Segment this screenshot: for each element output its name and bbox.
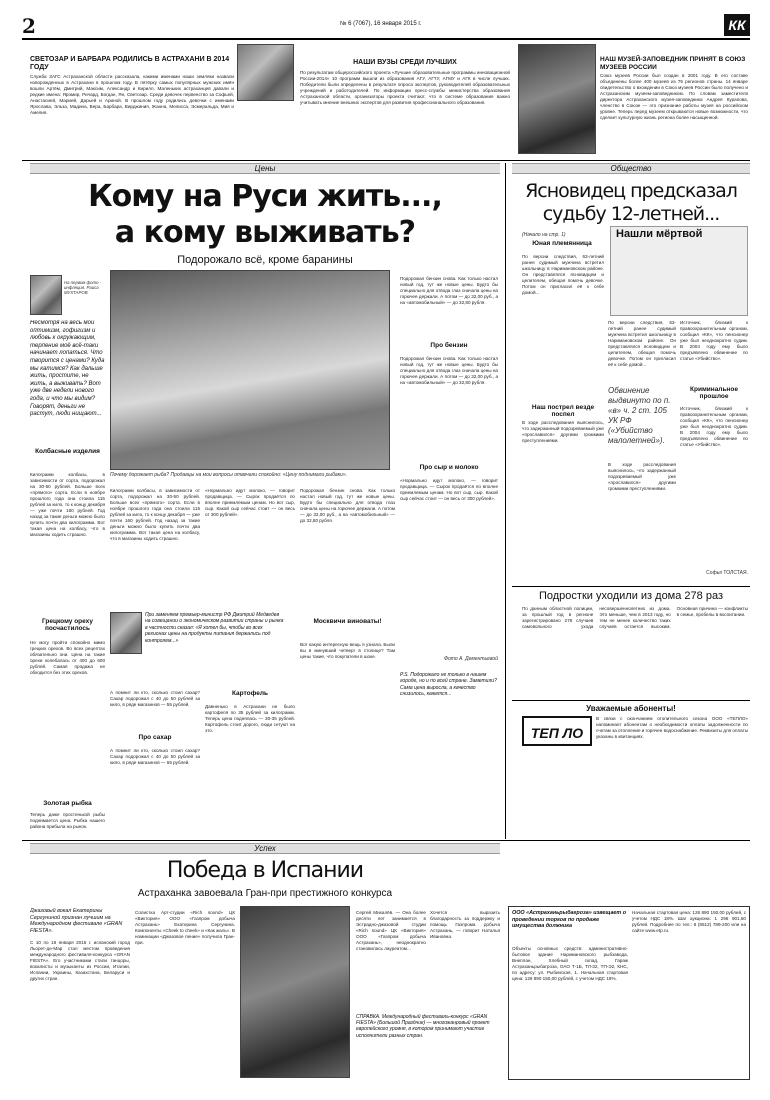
society-col-2b: В ходе расследования выяснилось, что задержанный подозреваемый уже «прославился» другими громкими преступлениями. — [608, 462, 676, 491]
society-author: Софья ТОЛСТАЯ. — [706, 570, 748, 576]
issue-info: № 6 (7067), 16 января 2015 г. — [340, 21, 422, 27]
singer-photo — [240, 906, 350, 1078]
author-photo — [30, 275, 62, 315]
ad-text-2: Начальная стартовая цена: 128 890 150,00 рублей, с учетом НДС 18%. Шаг аукциона: 1 296 901,50 рублей. Подробнее по тел.: 8 (8512) 789-200 или на сайте www.etp.ru. — [632, 910, 746, 933]
notice-logo: ТЕП ЛО — [522, 716, 592, 746]
teens-text: По данным областной полиции, за прошлый год в регионе зарегистрировано 278 случаев самовольного ухода несовершеннолетних из дома. Это меньше, чем в 2013 году, но тем не менее количество таких случаев остается высоким. Основная причина — конфликты в семье, пробелы в воспитании. — [522, 606, 748, 629]
txt-gold: Теперь даже простенькой рыбы поднимается цена. Рыбка нашего района прибыла на рынок. — [30, 812, 105, 829]
top-rule — [22, 160, 750, 161]
success-headline: Победа в Испании — [166, 858, 364, 883]
success-spravka: СПРАВКА. Международный фестиваль-конкурс «GRAN FIESTA» (Большой Праздник) — многожанровый проект европейского уровня, в котором принимают участие исполнители разных стран. — [356, 1014, 490, 1039]
clipping-title: Нашли мёртвой — [616, 228, 703, 240]
top-article-3 — [600, 56, 748, 156]
market-photo-caption: Почему дорожает рыба? Продавцы на мои вопросы отвечали спокойно: «Цену поднимали рыбаки». — [110, 472, 347, 478]
txt-nuts: Не могу пройти спокойно мимо грецких орехов. Во всех рецептах обязательно они. Цена на такие орехи колебалась от 400 до 600 рублей. Самая продажа не обходится без этих орехов. — [30, 640, 105, 675]
sub-cheese: Про сыр и молоко — [419, 464, 479, 471]
teens-headline: Подростки уходили из дома 278 раз — [538, 590, 723, 602]
article-title: НАШ МУЗЕЙ-ЗАПОВЕДНИК ПРИНЯТ В СОЮЗ МУЗЕЕВ РОССИИ — [600, 56, 746, 71]
society-headline-2: судьбу 12-летней... — [542, 203, 720, 225]
society-txt1: По версии следствия, 63-летний ранее судимый мужчина встретил школьницу в Наримановском районе. Он представлялся ясновидцем и целителем, обещая помочь девочке. Потом он пригласил её к себе домой... — [522, 254, 604, 295]
sub-nuts: Грецкому ореху посчастилось — [42, 618, 93, 632]
society-col-2: По версии следствия, 63-летний ранее судимый мужчина встретил школьницу в Наримановском районе. Он представлялся ясновидцем и целителем, обещая помочь девочке. Потом он пригласил её к себе домой... — [608, 320, 676, 367]
section-label-society: Общество — [512, 163, 750, 174]
notice-text: В связи с окончанием отопительного сезона ООО «ТЕПЛО» напоминает абонентам о необходимости оплаты задолженности по счетам за отопление и горячее водоснабжение. Реквизиты для оплаты указаны в квитанциях. — [596, 716, 748, 739]
author-byline: На первом фото - инфляция. Раиса МУХТАРОВ — [64, 280, 102, 295]
prices-headline-2: а кому выживать? — [114, 215, 416, 250]
society-sub: Юная племянница — [532, 240, 592, 247]
prices-lead: Несмотря на весь мой оптимизм, гофигизм и любовь к окружающим, терпение моё всё-таки начинает лопаться. Что творится с ценами? Куда мы катимся? Как дальше жить, простите, не жить, а выживать? Вот уже две недели нового года, и что мы видим? Говорят, деньги не растут, люди нищают... — [30, 320, 105, 418]
ad-text: Объекты основных средств: административно-бытовое здание Наримановского рыбзавода, Внеплан, Хлебный склад, Гараж Астраханьрыбагроза, ОАО Т-1Б, ТЛ-32, ТП-Э2, КНС, по адресу: ул. Рыбинская, 1. Начальная стартовая цена: 128 890 150,00 рублей, с учетом НДС 18%. — [512, 946, 628, 981]
sub-potato: Картофель — [232, 690, 268, 697]
sub-sugar: Про сахар — [138, 734, 172, 741]
success-txt2: Солистка Арт-студии «Rich sound» ЦК «Виктория» ООО «Газпром добыча Астрахань» Екатерина Сергунина. Компоненты «Cheek to cheek» и «Как жаль». В номинации «Джазовое пение» получила Гран-при. — [135, 910, 235, 945]
column-divider — [505, 163, 506, 839]
top-article-2 — [300, 58, 510, 158]
masthead — [22, 14, 750, 36]
society-sub3: Криминальное прошлое — [690, 386, 738, 400]
txt-cheese: «Нормально идут молоко, — говорит продавщица. — Сырок продаётся по вполне приемлемым ценам. Но вот сыр, сыр. Какой сыр сейчас стоит — он весь от 300 рублей». — [400, 478, 498, 501]
sub-moscow: Москвичи виноваты! — [313, 618, 382, 625]
top-article-1 — [30, 56, 234, 156]
society-txt2: В ходе расследования выяснилось, что задержанный подозреваемый уже «прославился» другими громкими преступлениями. — [522, 420, 604, 443]
notice-title: Уважаемые абоненты! — [586, 704, 676, 713]
teens-rule — [512, 586, 750, 587]
article-text: Служба ЗАГС Астраханской области рассказала, какими именами наши земляки назвали новорожденных в Астрахани в прошлом году. В пятёрку самых популярных мужских имён вошли Артём, Дмитрий, Максим, Александр и Кирилл. Маленьких астраханцев давали и редкие имена: Яромир, Ричард, Богдан, Ян, Светозар. Среди девочек первенство за Софьей, Анастасией, Марией, Дарьей и Ариной. В прошлом году родились девочки с именами Ярослава, Эльза, Мадина, Вера, Барбара, Вирджиния, Жанна, Мелисса, Эсмеральда, Мия и Амелия. — [30, 74, 234, 115]
txt-potato: Давненько в Астрахани не было картофеля по 35 рублей за килограмм. Теперь цена поднялась — 30-35 рублей. Картофель стоит дорого, люди сетуют на это. — [205, 704, 295, 733]
photo-vuz — [237, 44, 294, 101]
medvedev-quote: При заменяем премьер-министр РФ Дмитрий Медведев на совещании о экономическом развитии страны и рынка в частности сказал: «Я хотел бы, чтобы во всех регионах цены на продукты питания держались под контролем...» — [145, 612, 284, 644]
txt-gas: Подорожал бензин снова. Как только настал новый год, тут же новые цены. Будто бы специально для отвода глаз сначала цены на горючее держали. А потом — до 32,00 руб., а на «автомобильный» — до 32,80 рубля. — [400, 356, 498, 385]
txt-sausage: Килограмм колбасы, в зависимости от сорта, подорожал на 30-50 рублей. Больше всех «прямого» сорта. Если в ноябре прошлого года она стоила 115 рублей за кило, то к концу декабря — уже почти 160 рублей. Год назад за такие деньги можно было купить почти два килограмма. Вот такая цена на колбасу, что в магазины ходить страшно. — [30, 472, 105, 537]
mid-rule — [22, 840, 750, 841]
success-txt1: С 10 по 18 января 2015 г. испанский город Льорет-де-Мар стал местом проведения международного фестиваля-конкурса «GRAN FIESTA». Его участниками стали танцоры, вокалисты и музыканты из России, Италии, Испании, Украины, Казахстана, Беларуси и других стран. — [30, 940, 130, 981]
ad-title: ООО «Астраханьрыбагроза» извещает о проведении торгов по продаже имущества должника — [512, 910, 627, 930]
photo-museum — [518, 44, 596, 154]
society-sub2: Наш пострел везде поспел — [531, 404, 595, 418]
prices-col-4: Подорожал бензин снова. Как только настал новый год, тут же новые цены. Будто бы специально для отвода глаз сначала цены на горючее держали. А потом — до 32,00 руб., а на «автомобильный» — до 32,80 рубля. — [300, 488, 395, 523]
prices-col-3: «Нормально идут молоко, — говорит продавщица. — Сырок продаётся по вполне приемлемым ценам. Но вот сыр, сыр. Какой сыр сейчас стоит — он весь от 300 рублей». — [205, 488, 295, 517]
masthead-rule — [22, 38, 750, 40]
prices-col-2: Килограмм колбасы, в зависимости от сорта, подорожал на 30-50 рублей. Больше всех «прямого» сорта. Если в ноябре прошлого года она стоила 115 рублей за кило, то к концу декабря — уже почти 160 рублей. Год назад за такие деньги можно было купить почти два килограмма. Вот такая цена на колбасу, что в магазины ходить страшно. — [110, 488, 200, 541]
society-txt3: Источник, близкий к правоохранительным органам, сообщил «КК», что пенсионер уже был неоднократно судим. В 2004 году ему было предъявлено обвинение по статье «Убийство». — [680, 406, 748, 447]
sub-sausage: Колбасные изделия — [35, 448, 100, 455]
txt-sugar-lead: А помнит ли кто, сколько стоил сахар? Сахар подорожал с 40 до 50 рублей за кило, в ряде магазинов — 55 рублей. — [110, 690, 200, 707]
txt-sugar: А помнит ли кто, сколько стоил сахар? Сахар подорожал с 40 до 50 рублей за кило, в ряде магазинов — 55 рублей. — [110, 748, 200, 765]
sub-gold: Золотая рыбка — [43, 800, 92, 807]
prices-subhead: Подорожало всё, кроме баранины — [177, 254, 353, 266]
page-number: 2 — [22, 14, 36, 38]
prices-headline-1: Кому на Руси жить..., — [88, 179, 442, 214]
society-headline-1: Ясновидец предсказал — [525, 180, 737, 202]
txt-moscow: Вот какую интересную вещь я узнала. Были вы в минувший четверг в столице? Там цены такие, что покупатели в шоке. — [300, 642, 395, 659]
success-txt3: Сергей Михалёв. — Она более десяти лет занимается в Эстрадно-джазовой студии «Rich sound» ЦК «Виктория» ООО «Газпром добыча Астрахань», неоднократно становилась лауреатом... — [356, 910, 426, 951]
section-label-prices: Цены — [30, 163, 500, 174]
market-photo — [110, 270, 390, 470]
sub-gas: Про бензин — [430, 342, 468, 349]
society-pullquote: Обвинение выдвинуто по п. «в» ч. 2 ст. 105 УК РФ («Убийство малолетней»). — [608, 386, 671, 445]
section-label-success: Успех — [30, 843, 500, 854]
article-title: НАШИ ВУЗЫ СРЕДИ ЛУЧШИХ — [353, 59, 457, 66]
society-col-3: Источник, близкий к правоохранительным органам, сообщил «КК», что пенсионер уже был неоднократно судим. В 2004 году ему было предъявлено обвинение по статье «Убийство». — [680, 320, 748, 361]
logo: КК — [724, 14, 750, 36]
notice-rule — [512, 700, 750, 701]
success-txt4: Хочется выразить благодарность за поддержку и помощь Газпрома добыча Астрахань, — говорит Наталья Ивановна. — [430, 910, 500, 939]
article-text: Союз музеев России был создан в 2001 году. В его составе объединены более 400 музеев из 75 регионов страны. 14 январе свидетельство о вхождении в Союз музеев России было получено и Астраханским музеем-заповедником. По словам заместителя директора Астраханского музея-заповедника Андрея Курапова, членство в Союзе — это признание работы музея на российском уровне. Теперь перед музеем открываются новые возможности, что сделает культурную жизнь региона более насыщенной. — [600, 73, 748, 120]
success-subhead: Астраханка завоевала Гран-при престижного конкурса — [137, 888, 393, 899]
prices-col-5: Подорожал бензин снова. Как только настал новый год, тут же новые цены. Будто бы специально для отвода глаз сначала цены на горючее держали. А потом — до 32,00 руб., а на «автомобильный» — до 32,80 рубля. — [400, 276, 498, 305]
article-title: СВЕТОЗАР И БАРБАРА РОДИЛИСЬ В АСТРАХАНИ В 2014 ГОДУ — [30, 56, 230, 71]
society-start-note: (Начало на стр. 1) — [522, 232, 566, 238]
prices-ps: P.S. Подорожало не только в нашем городе, но и по всей стране. Заметили? Сама цена выросла, а качество снизилось, кажется... — [400, 672, 497, 698]
medvedev-photo — [110, 612, 142, 654]
photo-credit: Фото А. Дементьевой — [444, 656, 498, 662]
article-text: По результатам общероссийского проекта «Лучшие образовательные программы инновационной России-2014» 10 программ вышли из образования АГУ, АГТУ, АГМУ и АГК в числе лучших. Победители были определены в результате опроса экспертов, руководителей образовательных учреждений и работодателей. По информации пресс-службы министерства образования Астраханской области, организаторы проекта считают, что в системе образования важно учитывать мнение внешних экспертов для развития профессионального образования. — [300, 70, 510, 105]
success-caption: Джазовый вокал Екатерины Сергуниной признан лучшим на Международном фестивале «GRAN FIESTA». — [30, 908, 123, 934]
